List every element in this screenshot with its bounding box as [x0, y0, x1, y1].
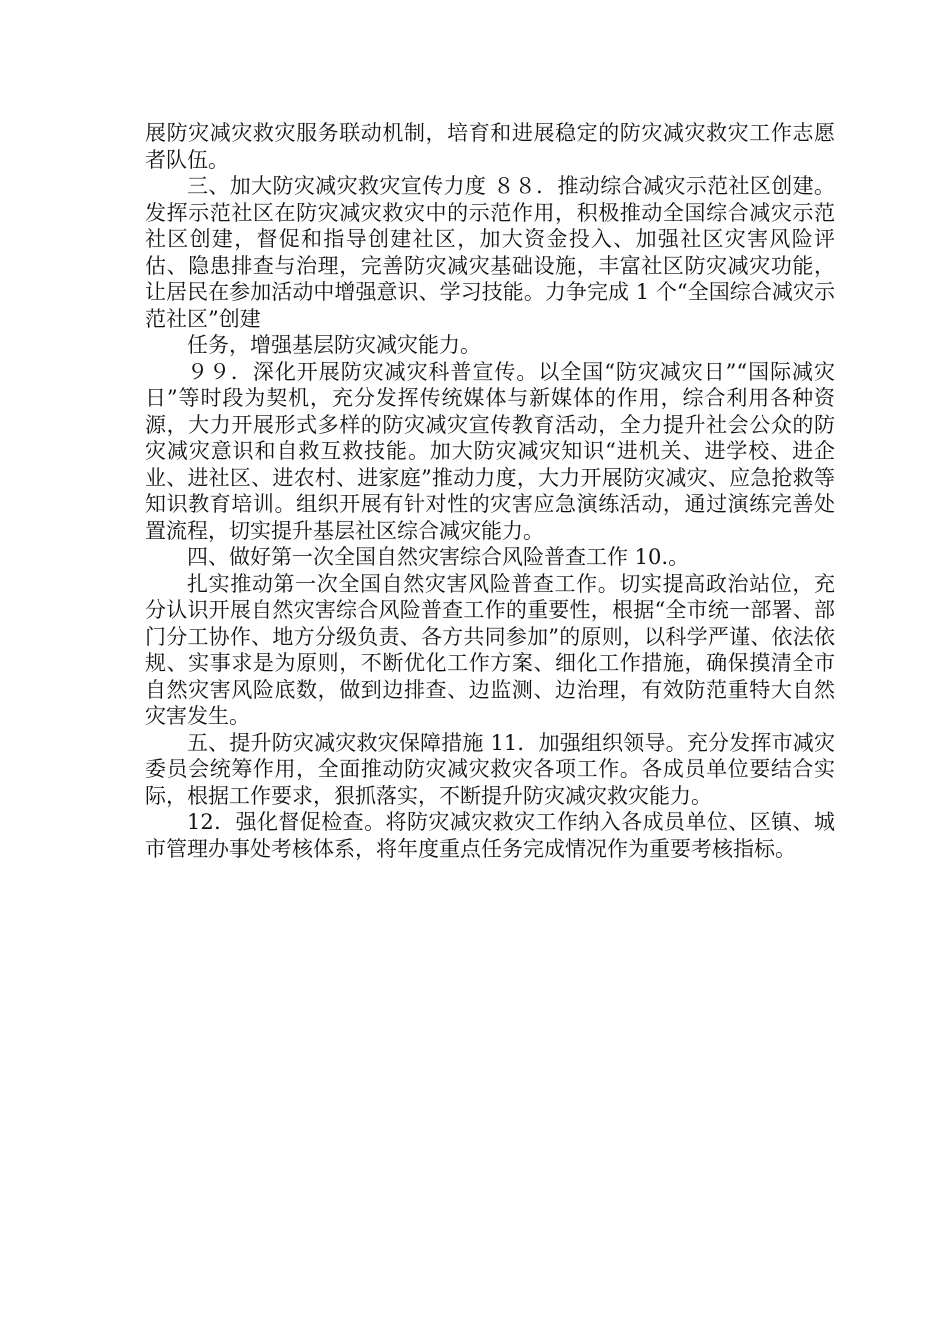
paragraph-volunteer-team: 展防灾减灾救灾服务联动机制，培育和进展稳定的防灾减灾救灾工作志愿者队伍。 — [145, 121, 835, 172]
paragraph-section-three: 三、加大防灾减灾救灾宣传力度 ８８．推动综合减灾示范社区创建。发挥示范社区在防灾减灾救灾中的示范作用，积极推动全国综合减灾示范社区创建，督促和指导创建社区，加大资金投入、加强社区灾害风险评估、隐患排查与治理，完善防灾减灾基础设施，丰富社区防灾减灾功能，让居民在参加活动中增强意识、学习技能。力争完成 1 个“全国综合减灾示范社区”创建 — [145, 174, 835, 331]
paragraph-risk-survey: 扎实推动第一次全国自然灾害风险普查工作。切实提高政治站位，充分认识开展自然灾害综合风险普查工作的重要性，根据“全市统一部署、部门分工协作、地方分级负责、各方共同参加”的原则，以科学严谨、依法依规、实事求是为原则，不断优化工作方案、细化工作措施，确保摸清全市自然灾害风险底数，做到边排查、边监测、边治理，有效防范重特大自然灾害发生。 — [145, 571, 835, 728]
document-body — [145, 120, 835, 862]
paragraph-task-continuation: 任务，增强基层防灾减灾能力。 — [187, 333, 481, 357]
paragraph-science-publicity: ９９．深化开展防灾减灾科普宣传。以全国“防灾减灾日”“国际减灾日”等时段为契机，充分发挥传统媒体与新媒体的作用，综合利用各种资源，大力开展形式多样的防灾减灾宣传教育活动，全力提升社会公众的防灾减灾意识和自救互救技能。加大防灾减灾知识“进机关、进学校、进企业、进社区、进农村、进家庭”推动力度，大力开展防灾减灾、应急抢救等知识教育培训。组织开展有针对性的灾害应急演练活动，通过演练完善处置流程，切实提升基层社区综合减灾能力。 — [145, 359, 835, 543]
paragraph-section-four: 四、做好第一次全国自然灾害综合风险普查工作 10.。 — [187, 545, 690, 569]
paragraph-supervision: 12．强化督促检查。将防灾减灾救灾工作纳入各成员单位、区镇、城市管理办事处考核体系，将年度重点任务完成情况作为重要考核指标。 — [145, 810, 835, 861]
paragraph-section-five: 五、提升防灾减灾救灾保障措施 11．加强组织领导。充分发挥市减灾委员会统筹作用，全面推动防灾减灾救灾各项工作。各成员单位要结合实际，根据工作要求，狠抓落实，不断提升防灾减灾救灾能力。 — [145, 730, 835, 808]
